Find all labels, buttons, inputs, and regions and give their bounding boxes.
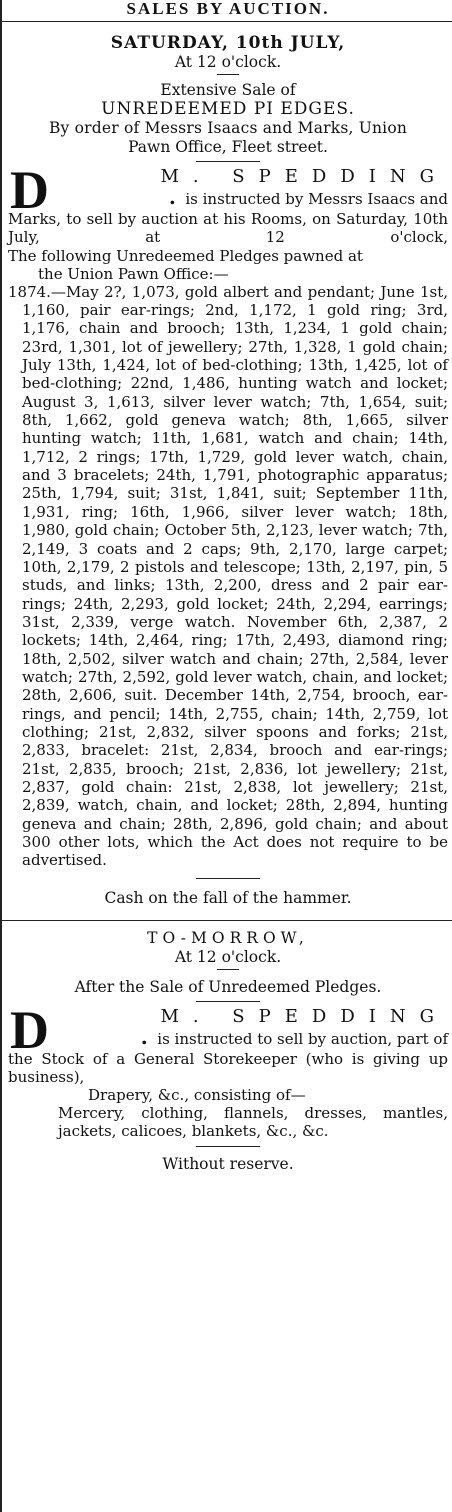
- ad2-intro-line1: . is instructed to sell by auction, part of: [140, 1024, 448, 1049]
- ad1-sale-title: UNREDEEMED PI EDGES.: [101, 99, 355, 119]
- ad2-time-line: At 12 o'clock.: [174, 947, 282, 966]
- ad2-dash: [217, 969, 239, 970]
- ad1-intro-rest: Marks, to sell by auction at his Rooms, on Saturday, 10th July, at 12 o'clock,: [8, 210, 448, 247]
- ad1-date-line: SATURDAY, 10th JULY,: [110, 33, 346, 53]
- ad1-time-line: At 12 o'clock.: [174, 53, 282, 71]
- section-title: SALES BY AUCTION.: [126, 0, 330, 18]
- ad1-order-line1: By order of Messrs Isaacs and Marks, Union: [48, 119, 408, 137]
- ad2-items: Mercery, clothing, flannels, dresses, mantles, jackets, calicoes, blankets, &c., &c.: [58, 1104, 448, 1141]
- ad1-body: [8, 160, 448, 870]
- ad1-order-line2: Pawn Office, Fleet street.: [128, 138, 328, 156]
- ad1-auctioneer-name: M. SPEDDING: [160, 166, 448, 187]
- ad1-pledges-line2: the Union Pawn Office:—: [38, 264, 229, 283]
- ad2-intro-rest: the Stock of a General Storekeeper (who is giving up business),: [8, 1049, 448, 1087]
- ad2-after-line: After the Sale of Unredeemed Pledges.: [74, 977, 382, 996]
- ad2-reserve: Without reserve.: [162, 1155, 294, 1174]
- ad2-date-line: TO-MORROW,: [147, 928, 309, 947]
- ad1-terms: Cash on the fall of the hammer.: [104, 888, 352, 907]
- ad2-auctioneer-name: M. SPEDDING: [160, 1005, 448, 1027]
- ad2-divider-2: [196, 1146, 260, 1147]
- ad1-divider-2: [196, 878, 260, 879]
- ad1-sale-intro: Extensive Sale of: [160, 81, 296, 99]
- ad2-dropcap: D: [10, 999, 49, 1060]
- ad1-intro-line1: . is instructed by Messrs Isaacs and: [168, 185, 448, 209]
- ad1-divider-1: [196, 161, 260, 162]
- section-divider: [2, 21, 452, 22]
- ad2-drapery: Drapery, &c., consisting of—: [88, 1086, 306, 1105]
- advertisement-pledges-sale: [8, 34, 448, 908]
- ad2-divider-1: [196, 1001, 260, 1002]
- ad1-pledges-line1: The following Unredeemed Pledges pawned at: [8, 246, 363, 265]
- ad1-dropcap: D: [10, 160, 49, 220]
- ad1-dash: [217, 74, 239, 75]
- advertisement-storekeeper-sale: [8, 929, 448, 1175]
- ad2-body: [8, 999, 448, 1141]
- ad-separator: [2, 920, 452, 921]
- ad1-lot-list: 1874.—May 2?, 1,073, gold albert and pendant; June 1st, 1,160, pair ear-rings; 2nd, 1,172, 1 gold ring; 3rd, 1,176, chain and brooch; 13th, 1,234, 1 gold chain; 23rd, 1,301, lot of jewellery; 27th, 1,328, 1 gold chain; July 13th, 1,424, lot of bed-clothing; 13th, 1,425, lot of bed-clothing; 22nd, 1,486, hunting watch and locket; August 3, 1,613, silver lever watch; 7th, 1,654, suit; 8th, 1,662, gold geneva watch; 8th, 1,665, silver hunting watch; 11th, 1,681, watch and chain; 14th, 1,712, 2 rings; 17th, 1,729, gold lever watch, chain, and 3 bracelets; 24th, 1,791, photographic apparatus; 25th, 1,794, suit; 31st, 1,841, suit; September 11th, 1,931, ring; 16th, 1,966, silver lever watch; 18th, 1,980, gold chain; October 5th, 2,123, lever watch; 7th, 2,149, 3 coats and 2 caps; 9th, 2,170, large carpet; 10th, 2,179, 2 pistols and telescope; 13th, 2,197, pin, 5 studs, and links; 13th, 2,200, dress and 2 pair ear-rings; 24th, 2,293, gold locket; 24th, 2,294, earrings; 31st, 2,339, verge watch. November 6th, 2,387, 2 lockets; 14th, 2,464, ring; 17th, 2,493, diamond ring; 18th, 2,502, silver watch and chain; 27th, 2,584, lever watch; 27th, 2,592, gold lever watch, chain, and locket; 28th, 2,606, suit. December 14th, 2,754, brooch, ear-rings, and pencil; 14th, 2,755, chain; 14th, 2,759, lot clothing; 21st, 2,832, silver spoons and forks; 21st, 2,833, bracelet: 21st, 2,834, brooch and ear-rings; 21st, 2,835, brooch; 21st, 2,836, lot jewellery; 21st, 2,837, gold chain: 21st, 2,838, lot jewellery; 21st, 2,839, watch, chain, and locket; 28th, 2,894, hunting geneva and chain; 28th, 2,896, gold chain; and about 300 other lots, which the Act does not require to be advertised.: [8, 282, 448, 870]
